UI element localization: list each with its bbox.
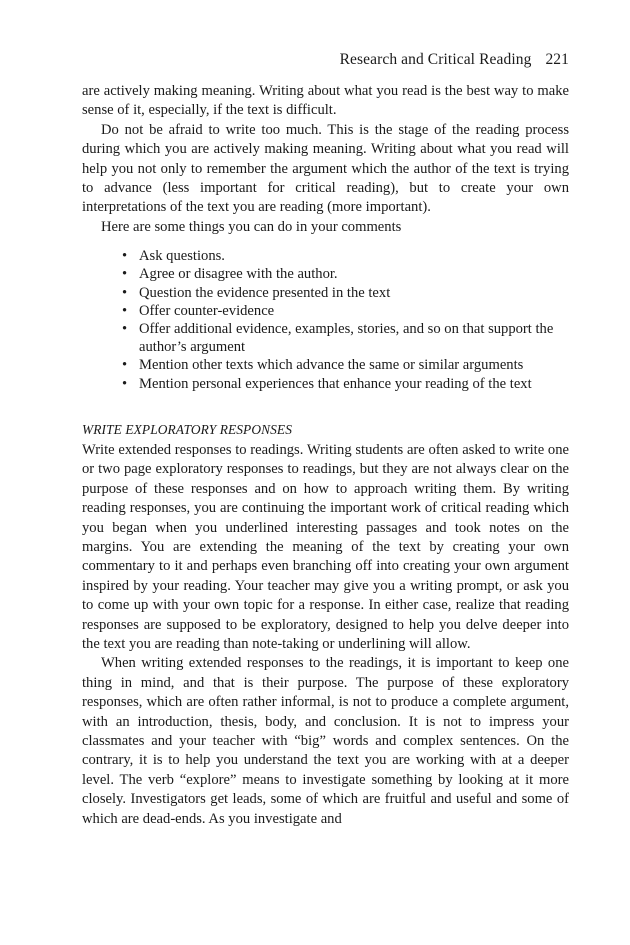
list-item-text: Offer counter-evidence — [139, 302, 275, 319]
list-item — [122, 265, 569, 283]
list-item — [122, 247, 569, 265]
bullet-marker: • — [122, 266, 128, 283]
bullet-marker: • — [122, 302, 128, 319]
bullet-marker: • — [122, 284, 128, 301]
paragraph-comments-intro: Here are some things you can do in your comments — [101, 218, 402, 235]
bullet-marker: • — [122, 375, 128, 392]
bullet-marker: • — [122, 248, 128, 265]
paragraph-purpose: When writing extended responses to the readings, it is important to keep one thing in mind, and that is their purpose. The purpose of these exploratory responses, which are often rather informal, is not to produce a complete argument, with an introduction, thesis, body, and conclusion. It is not to impress your classmates and your teacher with “big” words and complex sentences. On the contrary, it is to help you understand the text you are working with at a deeper level. The verb “explore” means to investigate something by looking at it more closely. Investigators get leads, some of which are fruitful and useful and some of which are dead-ends. As you investigate and — [82, 655, 569, 827]
page-number: 221 — [545, 51, 569, 68]
paragraph-exploratory-responses: Write extended responses to readings. Writing students are often asked to write one or two page exploratory responses to readings, but they are not always clear on the purpose of these responses and on how to approach writing them. By writing reading responses, you are continuing the important work of critical reading which you began when you underlined interesting passages and took notes on the margins. You are extending the meaning of the text by creating your own commentary to it and perhaps even branching off into creating your own argument inspired by your reading. Your teacher may give you a writing prompt, or ask you to come up with your own topic for a response. In either case, realize that reading responses are supposed to be exploratory, designed to help you delve deeper into the text you are reading than note-taking or underlining will allow. — [82, 441, 569, 652]
list-item — [122, 356, 569, 374]
bullet-marker: • — [122, 357, 128, 374]
running-header — [82, 50, 569, 72]
bullet-marker: • — [122, 321, 128, 338]
list-item-text: Question the evidence presented in the text — [139, 284, 391, 301]
running-title: Research and Critical Reading — [339, 51, 532, 68]
section-heading: WRITE EXPLORATORY RESPONSES — [82, 421, 292, 437]
book-page — [82, 50, 569, 829]
list-item-text: Mention other texts which advance the same or similar arguments — [139, 357, 524, 374]
list-item-text: Mention personal experiences that enhance your reading of the text — [139, 375, 532, 392]
paragraph-continued: are actively making meaning. Writing about what you read is the best way to make sense of it, especially, if the text is difficult. — [82, 83, 569, 119]
list-item — [122, 320, 569, 356]
list-item — [122, 284, 569, 302]
list-item — [122, 375, 569, 393]
list-item-text: Offer additional evidence, examples, stories, and so on that support the author’s argument — [139, 321, 554, 356]
paragraph-write-too-much: Do not be afraid to write too much. This is the stage of the reading process during which you are actively making meaning. Writing about what you read will help you not only to remember the argument which the author of the text is trying to advance (less important for critical reading), but to create your own interpretations of the text you are reading (more important). — [82, 121, 569, 216]
list-item — [122, 302, 569, 320]
comment-suggestions-list — [82, 247, 569, 393]
list-item-text: Ask questions. — [139, 248, 225, 265]
list-item-text: Agree or disagree with the author. — [139, 266, 338, 283]
